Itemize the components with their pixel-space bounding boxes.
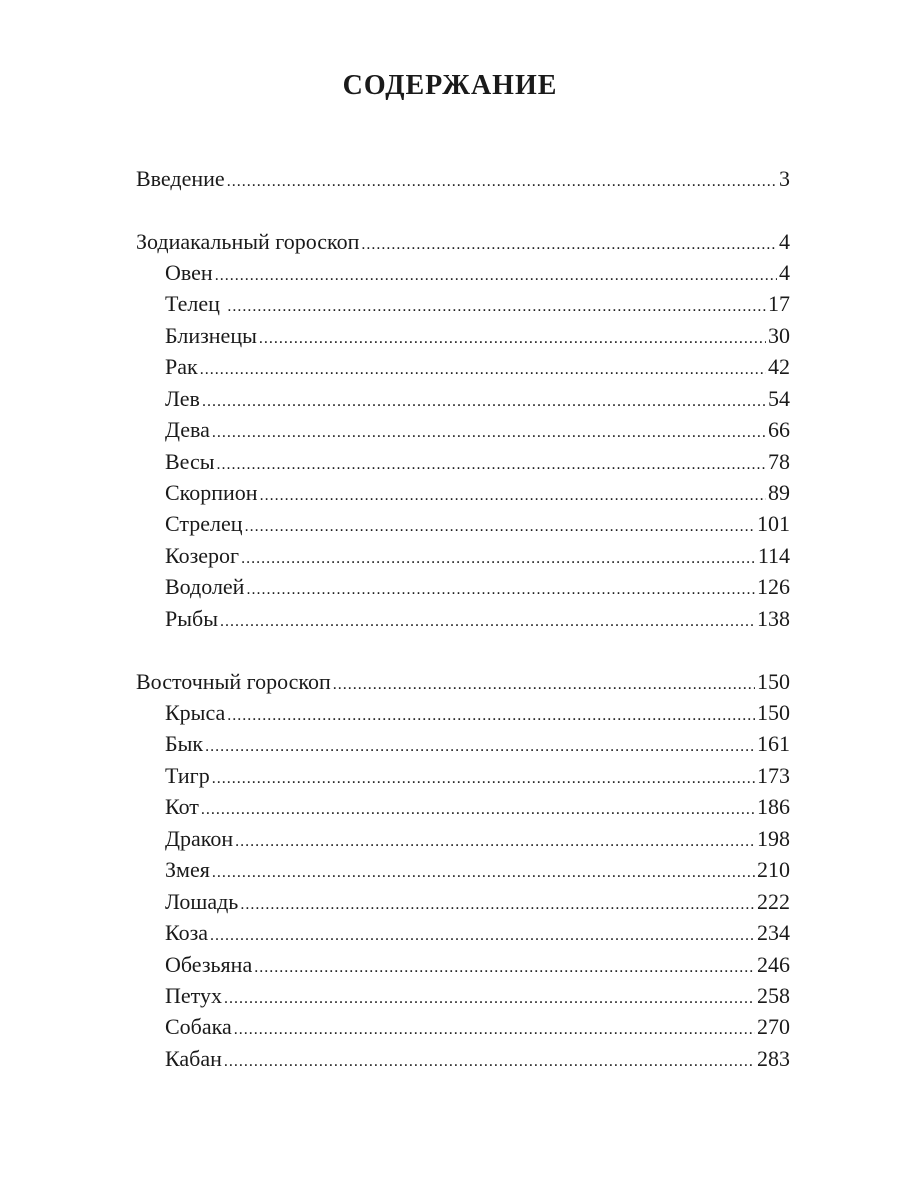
toc-entry[interactable] — [165, 541, 790, 571]
dot-leader — [200, 355, 766, 385]
toc-entry[interactable] — [165, 824, 790, 854]
toc-entry-page: 186 — [757, 794, 790, 819]
dot-leader — [234, 1015, 755, 1045]
toc-entry-page: 4 — [779, 229, 790, 254]
toc-entry-page: 30 — [768, 323, 790, 348]
toc-entry-label: Кот — [165, 794, 199, 819]
toc-entry-page: 138 — [757, 606, 790, 631]
toc-entry-label: Тигр — [165, 763, 210, 788]
dot-leader — [205, 732, 755, 762]
toc-entry[interactable] — [165, 698, 790, 728]
dot-leader — [361, 230, 777, 260]
toc-entry[interactable] — [165, 509, 790, 539]
dot-leader — [201, 795, 755, 825]
dot-leader — [245, 512, 755, 542]
toc-entry[interactable] — [165, 1012, 790, 1042]
toc-entry-page: 114 — [757, 543, 790, 568]
toc-entry[interactable] — [165, 887, 790, 917]
toc-entry-page: 126 — [757, 574, 790, 599]
toc-entry-label: Лошадь — [165, 889, 239, 914]
toc-entry-page: 54 — [768, 386, 790, 411]
toc-entry-label: Крыса — [165, 700, 226, 725]
dot-leader — [227, 167, 777, 197]
toc-entry-label: Дракон — [165, 826, 234, 851]
toc-entry[interactable] — [165, 918, 790, 948]
toc-entry[interactable] — [165, 792, 790, 822]
toc-entry-label: Скорпион — [165, 480, 258, 505]
toc-entry[interactable] — [165, 384, 790, 414]
toc-entry-page: 246 — [757, 952, 790, 977]
toc-entry-label: Дева — [165, 417, 210, 442]
toc-entry-label: Рыбы — [165, 606, 218, 631]
dot-leader — [227, 292, 766, 322]
toc-entry[interactable] — [165, 604, 790, 634]
toc-entry-label: Восточный гороскоп — [136, 669, 331, 694]
toc-entry-label: Змея — [165, 857, 210, 882]
dot-leader — [333, 670, 755, 700]
toc-entry-page: 101 — [757, 511, 790, 536]
toc-entry-page: 42 — [768, 354, 790, 379]
dot-leader — [212, 858, 755, 888]
toc-section-zodiac[interactable] — [136, 227, 790, 257]
toc-entry-page: 150 — [757, 669, 790, 694]
dot-leader — [254, 953, 755, 983]
toc-entry-label: Козерог — [165, 543, 240, 568]
toc-entry[interactable] — [165, 447, 790, 477]
toc-entry[interactable] — [165, 321, 790, 351]
toc-entry-label: Бык — [165, 731, 204, 756]
toc-entry-page: 17 — [768, 291, 790, 316]
toc-entry-label: Близнецы — [165, 323, 257, 348]
toc-entry-page: 3 — [779, 166, 790, 191]
toc-entry[interactable] — [165, 729, 790, 759]
toc-entry-page: 234 — [757, 920, 790, 945]
toc-entry-page: 78 — [768, 449, 790, 474]
toc-entry[interactable] — [165, 289, 790, 319]
toc-entry-label: Обезьяна — [165, 952, 253, 977]
toc-entry[interactable] — [165, 572, 790, 602]
toc-entry-label: Коза — [165, 920, 209, 945]
toc-entry[interactable] — [165, 761, 790, 791]
toc-entry-page: 161 — [757, 731, 790, 756]
toc-entry-page: 150 — [757, 700, 790, 725]
toc-entry-label: Петух — [165, 983, 222, 1008]
dot-leader — [210, 921, 755, 951]
toc-entry-introduction[interactable] — [136, 164, 790, 194]
dot-leader — [246, 575, 755, 605]
toc-entry[interactable] — [165, 478, 790, 508]
toc-entry-label: Введение — [136, 166, 225, 191]
dot-leader — [235, 827, 755, 857]
toc-entry-page: 4 — [779, 260, 790, 285]
toc-entry-label: Лев — [165, 386, 200, 411]
dot-leader — [260, 481, 766, 511]
toc-entry-label: Зодиакальный гороскоп — [136, 229, 360, 254]
toc-entry-label: Кабан — [165, 1046, 222, 1071]
toc-entry-page: 66 — [768, 417, 790, 442]
dot-leader — [241, 544, 756, 574]
dot-leader — [240, 890, 755, 920]
dot-leader — [212, 418, 766, 448]
toc-entry-label: Рак — [165, 354, 198, 379]
dot-leader — [224, 984, 755, 1014]
toc-entry-page: 222 — [757, 889, 790, 914]
toc-entry-label: Водолей — [165, 574, 245, 599]
dot-leader — [202, 387, 766, 417]
toc-entry-label: Весы — [165, 449, 215, 474]
toc-entry[interactable] — [165, 1044, 790, 1074]
toc-entry-label: Телец — [165, 291, 226, 316]
toc-entry-page: 198 — [757, 826, 790, 851]
toc-entry[interactable] — [165, 415, 790, 445]
toc-entry-page: 258 — [757, 983, 790, 1008]
dot-leader — [227, 701, 755, 731]
toc-entry-page: 270 — [757, 1014, 790, 1039]
toc-entry-page: 89 — [768, 480, 790, 505]
dot-leader — [212, 764, 755, 794]
toc-entry-page: 210 — [757, 857, 790, 882]
toc-entry[interactable] — [165, 950, 790, 980]
toc-entry-label: Собака — [165, 1014, 232, 1039]
toc-entry-label: Стрелец — [165, 511, 243, 536]
dot-leader — [217, 450, 766, 480]
toc-entry-label: Овен — [165, 260, 213, 285]
toc-entry[interactable] — [165, 352, 790, 382]
dot-leader — [220, 607, 755, 637]
toc-entry-page: 283 — [757, 1046, 790, 1071]
dot-leader — [224, 1047, 755, 1077]
toc-entry[interactable] — [165, 855, 790, 885]
dot-leader — [215, 261, 777, 291]
toc-section-eastern[interactable] — [136, 667, 790, 697]
toc-entry[interactable] — [165, 258, 790, 288]
toc-entry-page: 173 — [757, 763, 790, 788]
dot-leader — [259, 324, 766, 354]
toc-entry[interactable] — [165, 981, 790, 1011]
page-title: СОДЕРЖАНИЕ — [342, 70, 558, 101]
